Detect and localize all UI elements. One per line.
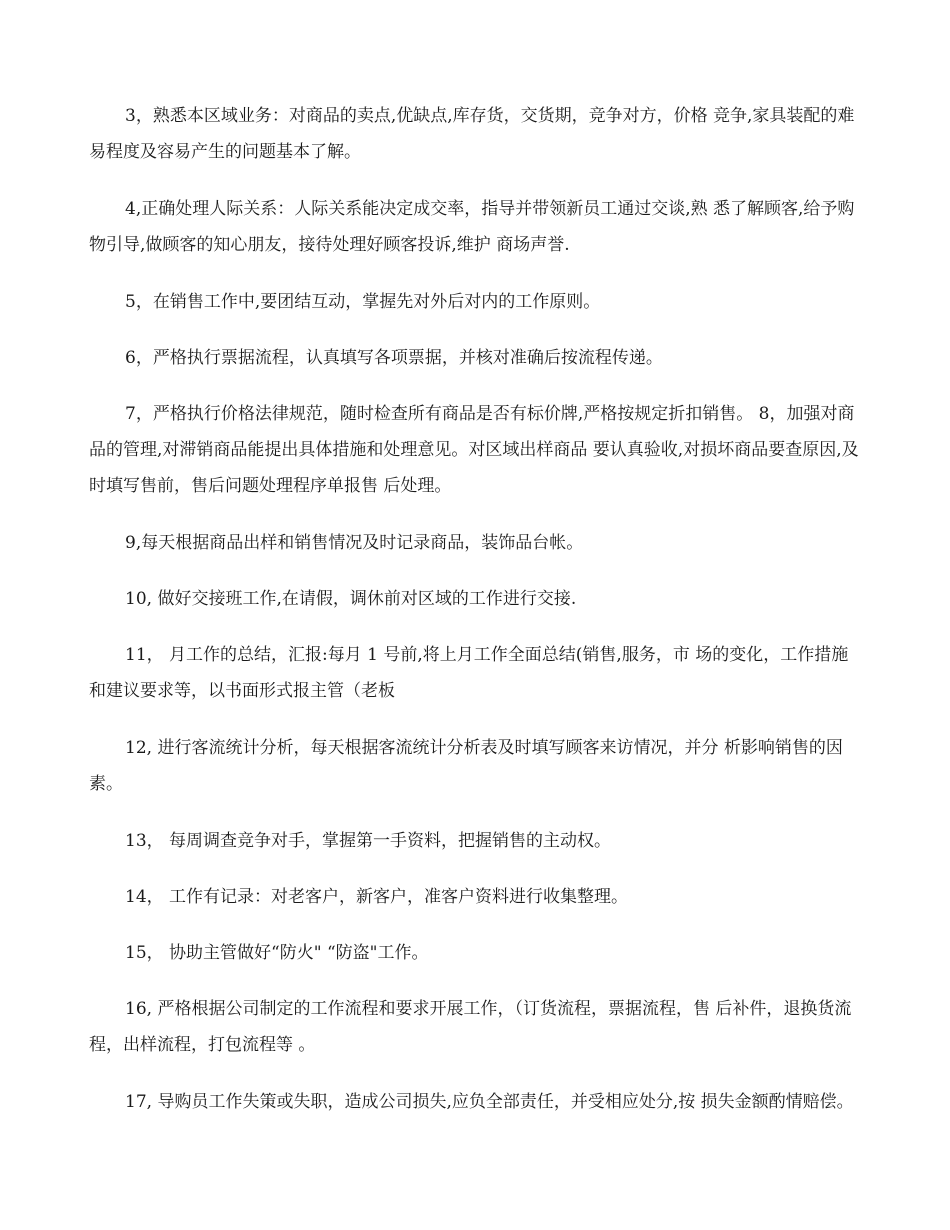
paragraph-13: 13， 每周调查竞争对手，掌握第一手资料，把握销售的主动权。: [125, 831, 612, 851]
paragraph-11: 11， 月工作的总结，汇报:每月 1 号前,将上月工作全面总结(销售,服务，市 场的变化，工作措施和建议要求等，以书面形式报主管（老板: [89, 645, 849, 701]
paragraph-10: 10, 做好交接班工作,在请假，调休前对区域的工作进行交接.: [125, 589, 577, 609]
paragraph-5: 5，在销售工作中,要团结互动，掌握先对外后对内的工作原则。: [125, 292, 601, 312]
paragraph-4: 4,正确处理人际关系：人际关系能决定成交率，指导并带领新员工通过交谈,熟 悉了解顾客,给予购物引导,做顾客的知心朋友，接待处理好顾客投诉,维护 商场声誉.: [89, 199, 855, 255]
paragraph-6: 6，严格执行票据流程，认真填写各项票据，并核对准确后按流程传递。: [125, 348, 663, 368]
paragraph-9: 9,每天根据商品出样和销售情况及时记录商品，装饰品台帐。: [125, 533, 584, 553]
paragraph-15: 15， 协助主管做好“防火" “防盗"工作。: [125, 943, 429, 963]
paragraph-7-8: 7，严格执行价格法律规范，随时检查所有商品是否有标价牌,严格按规定折扣销售。 8，加强对商品的管理,对滞销商品能提出具体措施和处理意见。对区域出样商品 要认真验收,对损坏商品要查原因,及时填写售前，售后问题处理程序单报售 后处理。: [89, 404, 859, 496]
paragraph-14: 14， 工作有记录：对老客户，新客户，准客户资料进行收集整理。: [125, 887, 629, 907]
paragraph-16: 16, 严格根据公司制定的工作流程和要求开展工作，（订货流程，票据流程，售 后补件，退换货流程，出样流程，打包流程等 。: [89, 999, 852, 1055]
paragraph-12: 12, 进行客流统计分析，每天根据客流统计分析表及时填写顾客来访情况，并分 析影响销售的因素。: [89, 738, 843, 794]
paragraph-3: 3，熟悉本区域业务：对商品的卖点,优缺点,库存货，交货期，竞争对方，价格 竞争,家具装配的难易程度及容易产生的问题基本了解。: [89, 106, 855, 162]
paragraph-17: 17, 导购员工作失策或失职，造成公司损失,应负全部责任，并受相应处分,按 损失金额酌情赔偿。: [125, 1092, 854, 1112]
